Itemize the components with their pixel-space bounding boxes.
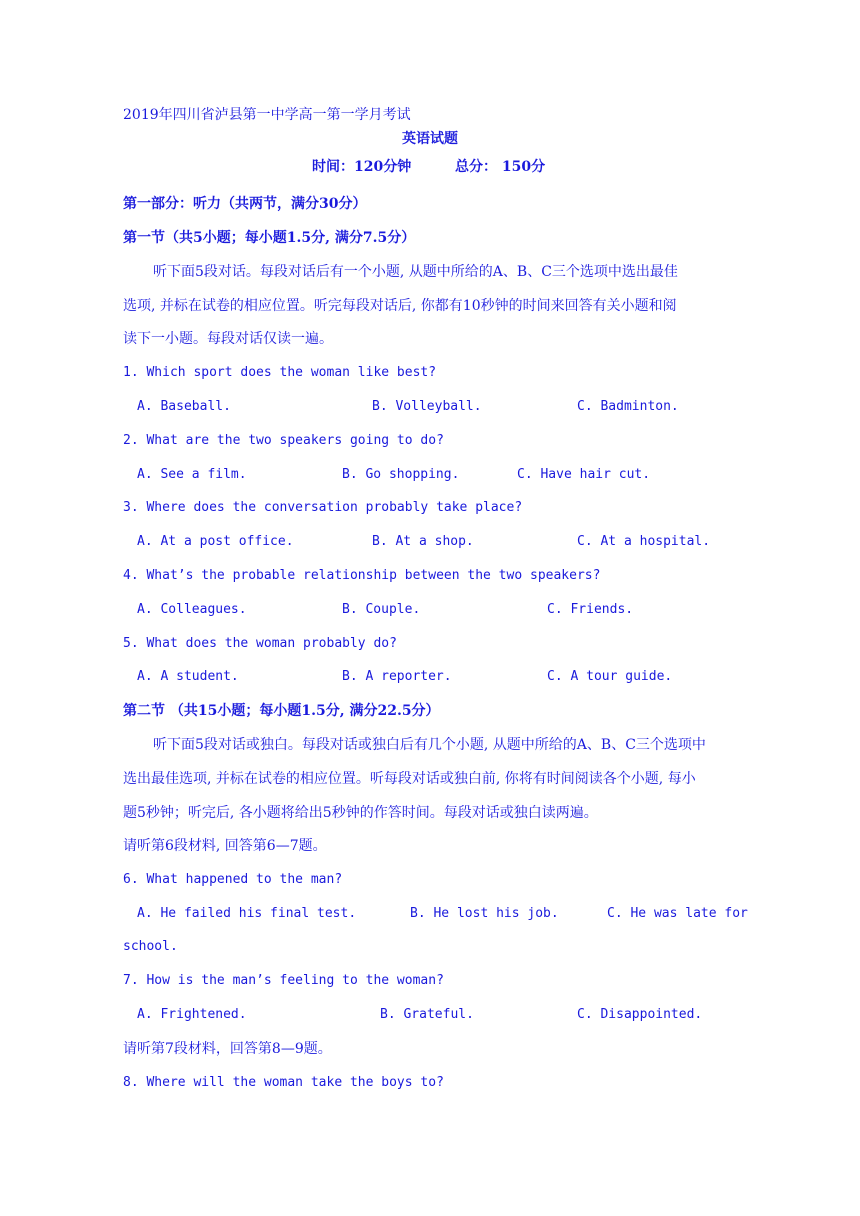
- exam-title: 2019年四川省泸县第一中学高一第一学月考试: [123, 107, 411, 123]
- option-c: C. He was late for: [607, 906, 748, 921]
- option-a: A. See a film.: [137, 467, 247, 482]
- question-stem: 2. What are the two speakers going to do?: [123, 433, 444, 448]
- option-b: B. He lost his job.: [410, 906, 559, 921]
- option-a: A. Colleagues.: [137, 602, 247, 617]
- question-stem: 3. Where does the conversation probably take place?: [123, 500, 523, 515]
- question-stem: 7. How is the man’s feeling to the woman?: [123, 973, 444, 988]
- score-label: 总分： 150分: [455, 159, 546, 175]
- option-a: A. A student.: [137, 669, 239, 684]
- question-stem: 8. Where will the woman take the boys to?: [123, 1075, 444, 1090]
- option-b: B. Volleyball.: [372, 399, 482, 414]
- section2-heading: 第二节 （共15小题；每小题1.5分, 满分22.5分）: [123, 703, 440, 719]
- option-c: C. Friends.: [547, 602, 634, 617]
- option-b: B. Grateful.: [380, 1007, 474, 1022]
- option-b: B. Go shopping.: [342, 467, 460, 482]
- question-stem: 1. Which sport does the woman like best?: [123, 365, 437, 380]
- option-b: B. At a shop.: [372, 534, 474, 549]
- section1-instruction-2: 选项, 并标在试卷的相应位置。听完每段对话后, 你都有10秒钟的时间来回答有关小题和阅: [123, 298, 677, 314]
- section1-heading: 第一节（共5小题；每小题1.5分, 满分7.5分）: [123, 230, 416, 246]
- option-b: B. Couple.: [342, 602, 421, 617]
- section2-instruction-2: 选出最佳选项, 并标在试卷的相应位置。听每段对话或独白前, 你将有时间阅读各个小题, 每小: [123, 771, 696, 787]
- question-stem: 4. What’s the probable relationship between the two speakers?: [123, 568, 601, 583]
- section2-instruction-1: 听下面5段对话或独白。每段对话或独白后有几个小题, 从题中所给的A、B、C三个选项中: [153, 737, 706, 753]
- section1-instruction-3: 读下一小题。每段对话仅读一遍。: [123, 331, 333, 347]
- material-6-note: 请听第6段材料, 回答第6—7题。: [123, 838, 327, 854]
- subject-title: 英语试题: [402, 131, 458, 147]
- option-c: C. Have hair cut.: [517, 467, 651, 482]
- option-a: A. At a post office.: [137, 534, 294, 549]
- material-7-note: 请听第7段材料，回答第8—9题。: [123, 1041, 332, 1057]
- option-c: C. Disappointed.: [577, 1007, 703, 1022]
- option-c-wrap: school.: [123, 939, 178, 954]
- option-b: B. A reporter.: [342, 669, 452, 684]
- time-label: 时间：120分钟: [312, 159, 412, 175]
- section1-instruction-1: 听下面5段对话。每段对话后有一个小题, 从题中所给的A、B、C三个选项中选出最佳: [153, 264, 678, 280]
- option-c: C. Badminton.: [577, 399, 679, 414]
- question-stem: 5. What does the woman probably do?: [123, 636, 397, 651]
- option-c: C. A tour guide.: [547, 669, 673, 684]
- option-a: A. Baseball.: [137, 399, 231, 414]
- option-c: C. At a hospital.: [577, 534, 711, 549]
- option-a: A. He failed his final test.: [137, 906, 357, 921]
- option-a: A. Frightened.: [137, 1007, 247, 1022]
- section2-instruction-3: 题5秒钟；听完后, 各小题将给出5秒钟的作答时间。每段对话或独白读两遍。: [123, 805, 598, 821]
- question-stem: 6. What happened to the man?: [123, 872, 343, 887]
- part1-heading: 第一部分：听力（共两节，满分30分）: [123, 196, 367, 212]
